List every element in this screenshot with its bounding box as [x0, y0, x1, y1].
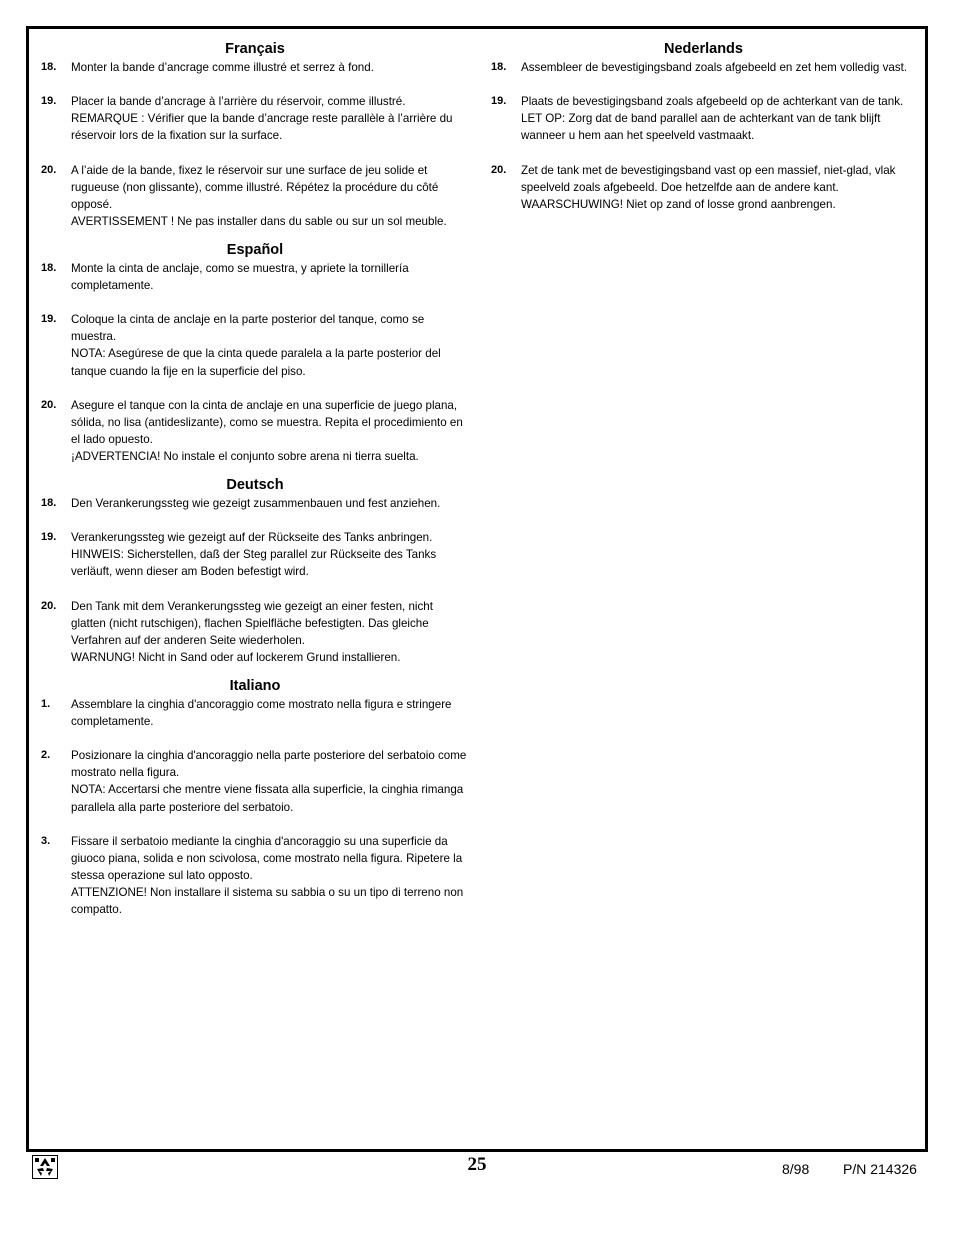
step-paragraph: Monte la cinta de anclaje, como se muestra, y apriete la tornillería completamente. [71, 261, 409, 293]
step-paragraph: NOTA: Accertarsi che mentre viene fissata alla superficie, la cinghia rimanga parallela alla parte posteriore del serbatoio. [71, 783, 464, 814]
step-text [71, 529, 469, 580]
step-paragraph: Posizionare la cinghia d'ancoraggio nella parte posteriore del serbatoio come mostrato nella figura. [71, 749, 467, 780]
step-text [71, 162, 469, 230]
step-paragraph: Den Tank mit dem Verankerungssteg wie gezeigt an einer festen, nicht glatten (nicht rutschigen), flachen Spielfläche befestigten. Das gleiche Verfahren auf der anderen Seite wiederholen. [71, 599, 433, 647]
step-paragraph: REMARQUE : Vérifier que la bande d’ancrage reste parallèle à l’arrière du réservoir lors de la fixation sur la surface. [71, 112, 453, 143]
step-number: 20. [41, 398, 57, 411]
section-title: Nederlands [664, 41, 743, 57]
instruction-step [41, 833, 469, 918]
step-text [71, 598, 469, 666]
instruction-step [491, 59, 916, 76]
instruction-step [41, 598, 469, 666]
language-section [41, 477, 469, 666]
instruction-step [491, 93, 916, 144]
left-column [41, 41, 469, 930]
step-number: 18. [41, 61, 57, 73]
language-section [491, 41, 916, 213]
step-paragraph: ¡ADVERTENCIA! No instale el conjunto sobre arena ni tierra suelta. [71, 449, 419, 463]
instruction-step [41, 696, 469, 730]
section-title: Deutsch [226, 477, 284, 494]
step-paragraph: Fissare il serbatoio mediante la cinghia d'ancoraggio su una superficie da giuoco piana, solida e non scivolosa, come mostrato nella figura. Ripetere la stessa operazione sul lato opposto. [71, 834, 463, 882]
step-text [71, 696, 469, 730]
right-column [491, 41, 916, 225]
part-number: P/N 214326 [843, 1161, 917, 1177]
instruction-step [41, 260, 469, 294]
step-paragraph: Placer la bande d’ancrage à l’arrière du réservoir, comme illustré. [71, 95, 406, 109]
section-title: Français [225, 41, 285, 57]
language-section [41, 678, 469, 918]
instruction-step [41, 162, 469, 230]
step-text [71, 93, 469, 144]
step-number: 20. [41, 599, 57, 612]
step-paragraph: Assembleer de bevestigingsband zoals afgebeeld en zet hem volledig vast. [521, 61, 908, 74]
step-paragraph: Coloque la cinta de anclaje en la parte posterior del tanque, como se muestra. [71, 313, 425, 344]
step-number: 19. [41, 313, 57, 326]
page-frame [26, 26, 928, 1152]
step-text [71, 311, 469, 379]
step-text [521, 59, 916, 76]
step-paragraph: Den Verankerungssteg wie gezeigt zusammenbauen und fest anziehen. [71, 497, 441, 511]
section-title: Español [226, 241, 284, 258]
step-number: 18. [491, 61, 507, 73]
instruction-step [491, 162, 916, 213]
step-text [521, 93, 916, 144]
step-number: 3. [41, 834, 51, 847]
revision-date: 8/98 [782, 1161, 810, 1177]
step-number: 18. [41, 497, 57, 510]
step-text [521, 162, 916, 213]
step-paragraph: Plaats de bevestigingsband zoals afgebeeld op de achterkant van de tank. [521, 95, 904, 109]
step-number: 20. [491, 163, 507, 176]
step-text [71, 397, 469, 465]
step-paragraph: NOTA: Asegúrese de que la cinta quede paralela a la parte posterior del tanque cuando la fije en la superficie del piso. [71, 347, 441, 378]
step-text [71, 59, 469, 76]
step-paragraph: HINWEIS: Sicherstellen, daß der Steg parallel zur Rückseite des Tanks verläuft, wenn dieser am Boden befestigt wird. [71, 548, 437, 579]
step-paragraph: Zet de tank met de bevestigingsband vast op een massief, niet-glad, vlak speelveld zoals afgebeeld. Doe hetzelfde aan de andere kant. [521, 163, 896, 194]
step-paragraph: WARNUNG! Nicht in Sand oder auf lockerem Grund installieren. [71, 650, 401, 664]
page-number: 25 [467, 1154, 487, 1175]
instruction-step [41, 495, 469, 512]
step-paragraph: Monter la bande d’ancrage comme illustré et serrez à fond. [71, 61, 374, 74]
step-text [71, 260, 469, 294]
instruction-step [41, 59, 469, 76]
step-number: 2. [41, 749, 51, 762]
step-text [71, 833, 469, 918]
step-paragraph: ATTENZIONE! Non installare il sistema su sabbia o su un tipo di terreno non compatto. [71, 886, 464, 917]
page-footer [0, 1152, 954, 1192]
instruction-step [41, 747, 469, 815]
step-paragraph: WAARSCHUWING! Niet op zand of losse grond aanbrengen. [521, 197, 836, 211]
instruction-step [41, 311, 469, 379]
step-paragraph: Asegure el tanque con la cinta de anclaje en una superficie de juego plana, sólida, no lisa (antideslizante), como se muestra. Repita el procedimiento en el lado opuesto. [71, 398, 463, 446]
step-paragraph: LET OP: Zorg dat de band parallel aan de achterkant van de tank blijft wanneer u hem aan het speelveld vastmaakt. [521, 112, 881, 143]
instruction-step [41, 529, 469, 580]
step-number: 20. [41, 163, 57, 176]
instruction-step [41, 397, 469, 465]
step-paragraph: Assemblare la cinghia d'ancoraggio come mostrato nella figura e stringere completamente. [71, 698, 452, 729]
step-text [71, 747, 469, 815]
section-title: Italiano [229, 678, 281, 694]
step-paragraph: Verankerungssteg wie gezeigt auf der Rückseite des Tanks anbringen. [71, 531, 433, 545]
step-number: 18. [41, 261, 57, 274]
step-number: 19. [41, 95, 57, 108]
step-paragraph: A l’aide de la bande, fixez le réservoir sur une surface de jeu solide et rugueuse (non glissante), comme illustré. Répétez la procédure du côté opposé. [71, 163, 439, 211]
step-number: 1. [41, 698, 51, 710]
step-number: 19. [491, 95, 507, 108]
language-section [41, 41, 469, 230]
step-paragraph: AVERTISSEMENT ! Ne pas installer dans du sable ou sur un sol meuble. [71, 214, 447, 228]
step-text [71, 495, 469, 512]
language-section [41, 242, 469, 465]
step-number: 19. [41, 531, 57, 544]
instruction-step [41, 93, 469, 144]
